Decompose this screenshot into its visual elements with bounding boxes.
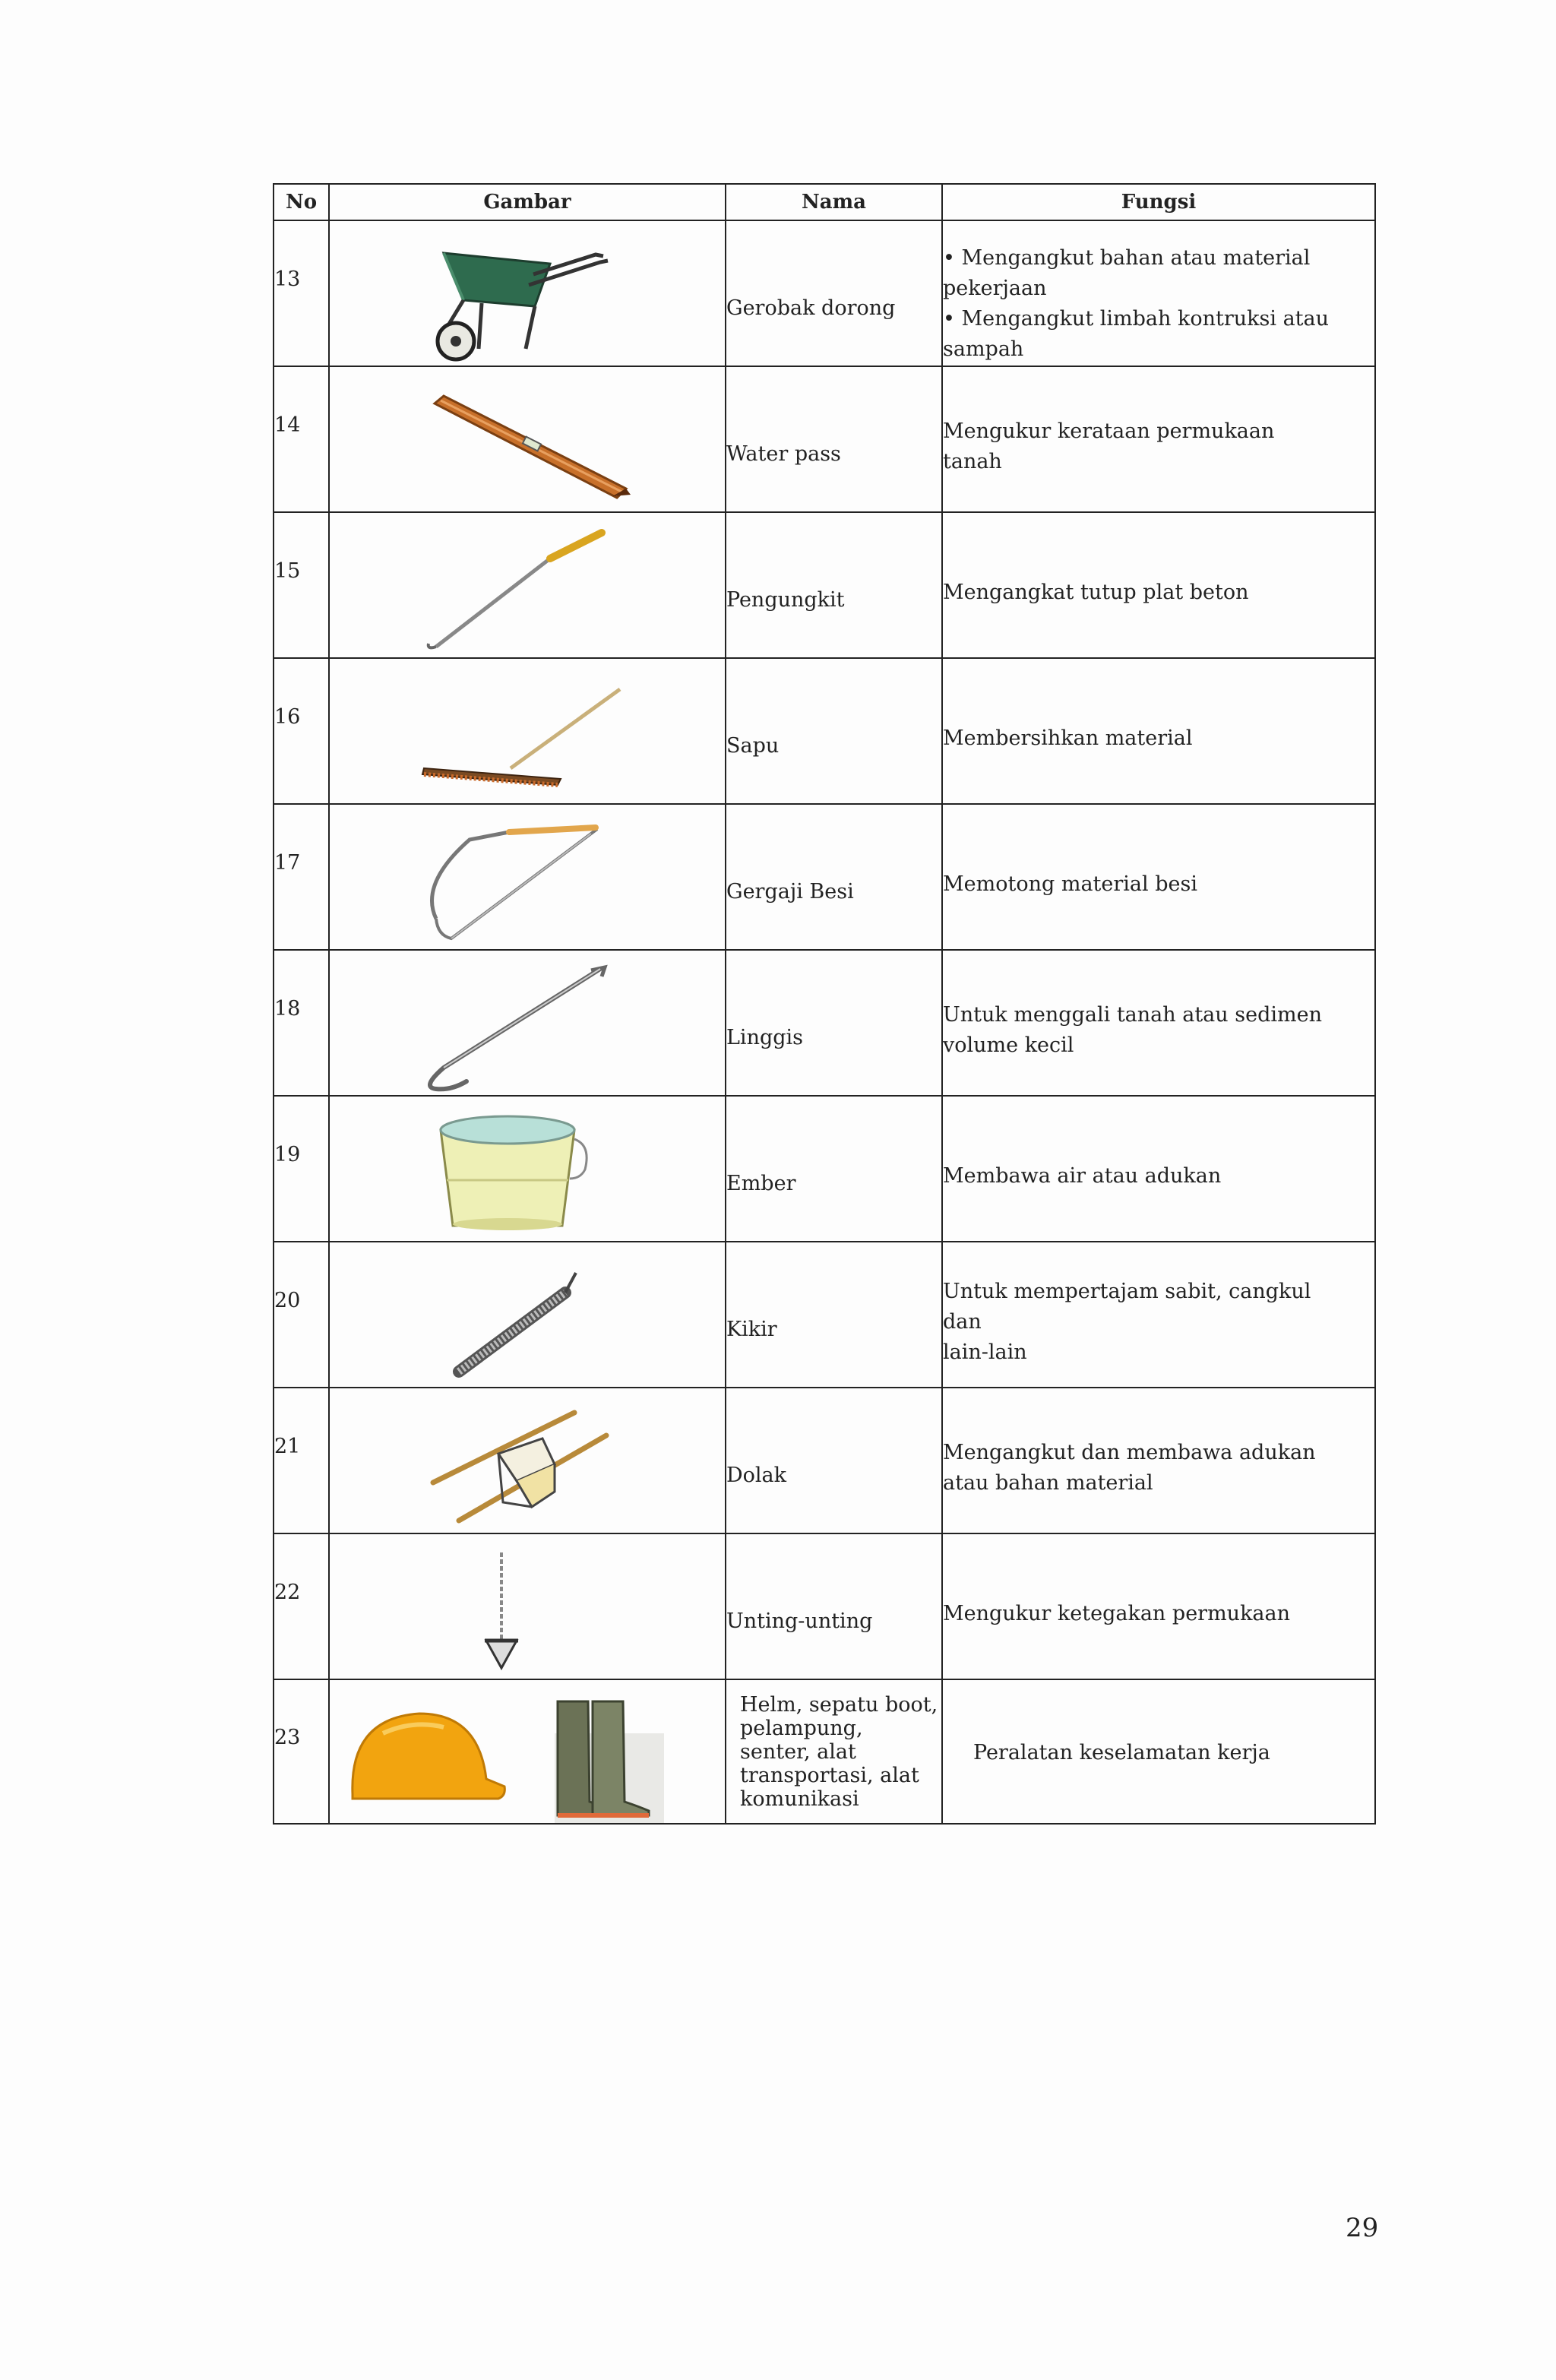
tool-function: Untuk mempertajam sabit, cangkul dan lain-lain [943,1280,1311,1364]
table-row [274,658,1375,804]
header-fungsi: Fungsi [942,184,1375,220]
table-row [274,366,1375,512]
table-row [274,950,1375,1096]
row-number: 17 [274,851,301,875]
page-number: 29 [1346,2213,1379,2243]
tool-name: Gergaji Besi [726,880,854,904]
tool-name: Unting-unting [726,1609,873,1633]
table-row [274,1533,1375,1679]
table-row [274,1388,1375,1533]
table-row [274,512,1375,658]
wheelbarrow-icon [330,221,725,366]
row-number: 14 [274,413,301,437]
row-number: 13 [274,267,301,291]
plumb-bob-icon [330,1534,725,1679]
tool-name: Water pass [726,442,841,466]
tool-name: Pengungkit [726,588,845,612]
tool-function: Untuk menggali tanah atau sedimen volume kecil [943,1003,1322,1057]
tool-name: Linggis [726,1026,804,1049]
row-number: 22 [274,1581,301,1604]
table-row [274,1242,1375,1388]
table-row [274,1679,1375,1824]
tool-function: Peralatan keselamatan kerja [973,1741,1270,1764]
tool-name: Dolak [726,1464,786,1487]
crowbar-icon [330,951,725,1095]
row-number: 23 [274,1726,301,1749]
table-row [274,1096,1375,1242]
spirit-level-icon [330,367,725,511]
tool-function: Mengukur kerataan permukaan tanah [943,419,1275,473]
file-tool-icon [330,1242,725,1387]
table-row [274,220,1375,366]
header-nama: Nama [726,184,942,220]
tool-function: Mengangkat tutup plat beton [943,581,1249,604]
row-number: 18 [274,997,301,1021]
safety-helmet-and-boots-icon [330,1680,725,1823]
tool-function: Memotong material besi [943,872,1197,896]
header-gambar: Gambar [329,184,726,220]
tool-function: • Mengangkut bahan atau material pekerjaan • Mengangkut limbah kontruksi atau sampah [943,246,1330,361]
tool-name: Helm, sepatu boot, pelampung, senter, alat transportasi, alat komunikasi [740,1692,938,1811]
tool-function: Mengangkut dan membawa adukan atau bahan material [943,1441,1316,1495]
row-number: 16 [274,705,301,729]
tool-function: Mengukur ketegakan permukaan [943,1602,1291,1625]
tool-name: Gerobak dorong [726,296,896,320]
tool-name: Ember [726,1172,796,1195]
tools-table [273,183,1376,1825]
row-number: 19 [274,1143,301,1166]
carrying-stretcher-icon [330,1388,725,1533]
row-number: 21 [274,1435,301,1458]
tool-name: Sapu [726,734,780,758]
pry-bar-icon [330,513,725,657]
rubber-boots-icon [555,1701,664,1823]
tool-function: Membawa air atau adukan [943,1164,1222,1188]
hacksaw-icon [330,805,725,949]
bucket-icon [330,1097,725,1241]
table-header-row [274,184,1375,220]
push-broom-icon [330,659,725,803]
safety-helmet-icon [353,1714,504,1799]
tool-function: Membersihkan material [943,726,1193,750]
tool-name: Kikir [726,1318,777,1341]
row-number: 20 [274,1289,301,1312]
row-number: 15 [274,559,301,583]
header-no: No [274,184,329,220]
table-row [274,804,1375,950]
